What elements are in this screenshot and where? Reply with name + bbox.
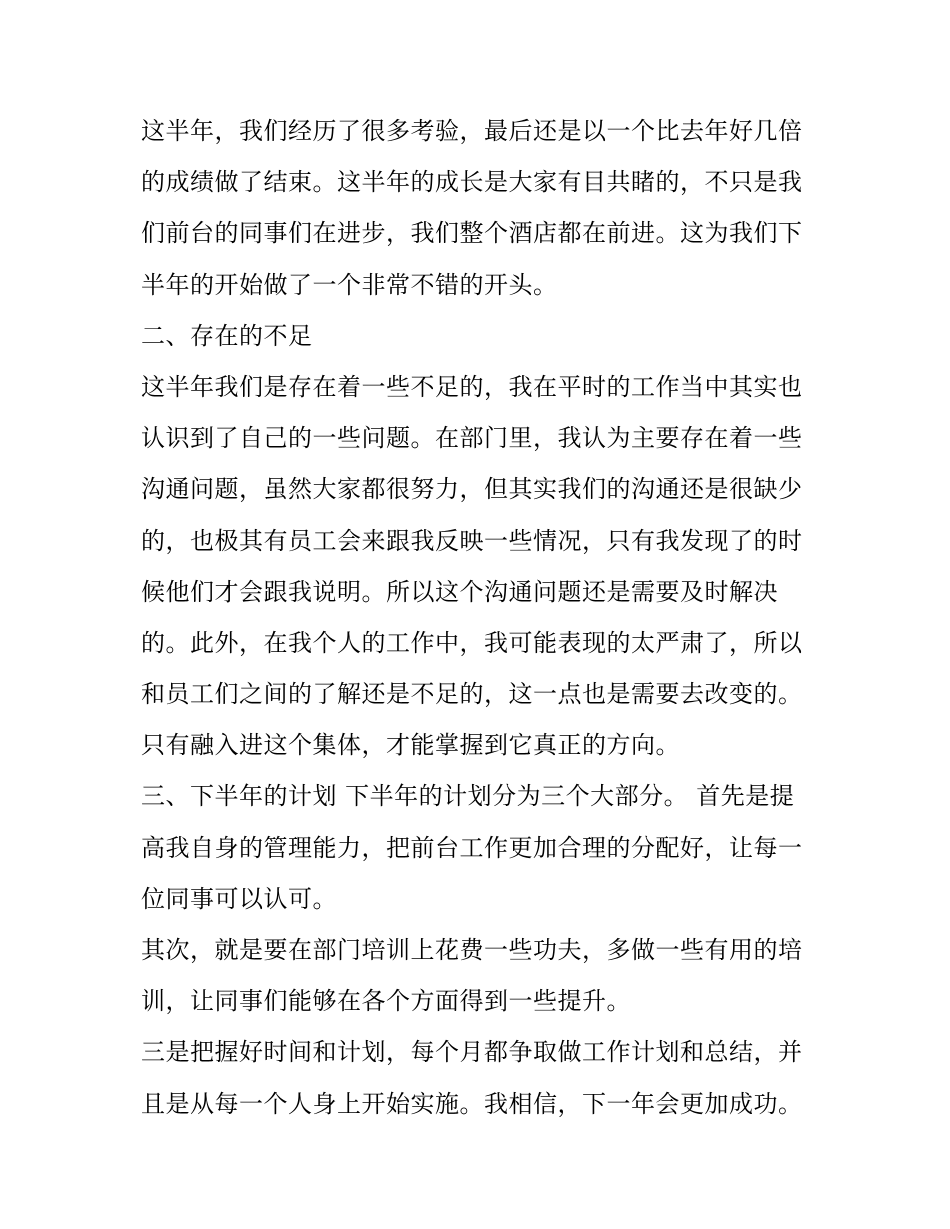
text-line-7: 认识到了自己的一些问题。在部门里，我认为主要存在着一些 [141, 424, 803, 453]
document-body [141, 106, 817, 1130]
text-line-17: 其次，就是要在部门培训上花费一些功夫，多做一些有用的培 [141, 936, 803, 964]
text-line-13: 只有融入进这个集体，才能掌握到它真正的方向。 [141, 731, 680, 760]
text-line-9: 的，也极其有员工会来跟我反映一些情况，只有我发现了的时 [141, 526, 803, 555]
text-line-1: 这半年，我们经历了很多考验，最后还是以一个比去年好几倍 [141, 117, 803, 145]
text-line-10: 候他们才会跟我说明。所以这个沟通问题还是需要及时解决 [141, 577, 778, 606]
section-heading-shortcomings: 二、存在的不足 [141, 321, 313, 350]
text-line-19: 三是把握好时间和计划，每个月都争取做工作计划和总结，并 [141, 1038, 803, 1067]
section-heading-plan: 三、下半年的计划 下半年的计划分为三个大部分。 首先是提 [141, 782, 795, 811]
text-line-8: 沟通问题，虽然大家都很努力，但其实我们的沟通还是很缺少 [141, 475, 803, 504]
text-line-3: 们前台的同事们在进步，我们整个酒店都在前进。这为我们下 [141, 219, 803, 248]
text-line-15: 高我自身的管理能力，把前台工作更加合理的分配好，让每一 [141, 833, 803, 862]
text-line-2: 的成绩做了结束。这半年的成长是大家有目共睹的，不只是我 [141, 168, 803, 197]
text-line-12: 和员工们之间的了解还是不足的，这一点也是需要去改变的。 [141, 680, 803, 709]
text-line-11: 的。此外，在我个人的工作中，我可能表现的太严肃了，所以 [141, 628, 803, 657]
text-line-20: 且是从每一个人身上开始实施。我相信，下一年会更加成功。 [141, 1089, 803, 1118]
text-line-6: 这半年我们是存在着一些不足的，我在平时的工作当中其实也 [141, 372, 803, 401]
text-line-16: 位同事可以认可。 [141, 884, 337, 913]
text-line-18: 训，让同事们能够在各个方面得到一些提升。 [141, 987, 631, 1016]
text-line-4: 半年的开始做了一个非常不错的开头。 [141, 270, 558, 299]
